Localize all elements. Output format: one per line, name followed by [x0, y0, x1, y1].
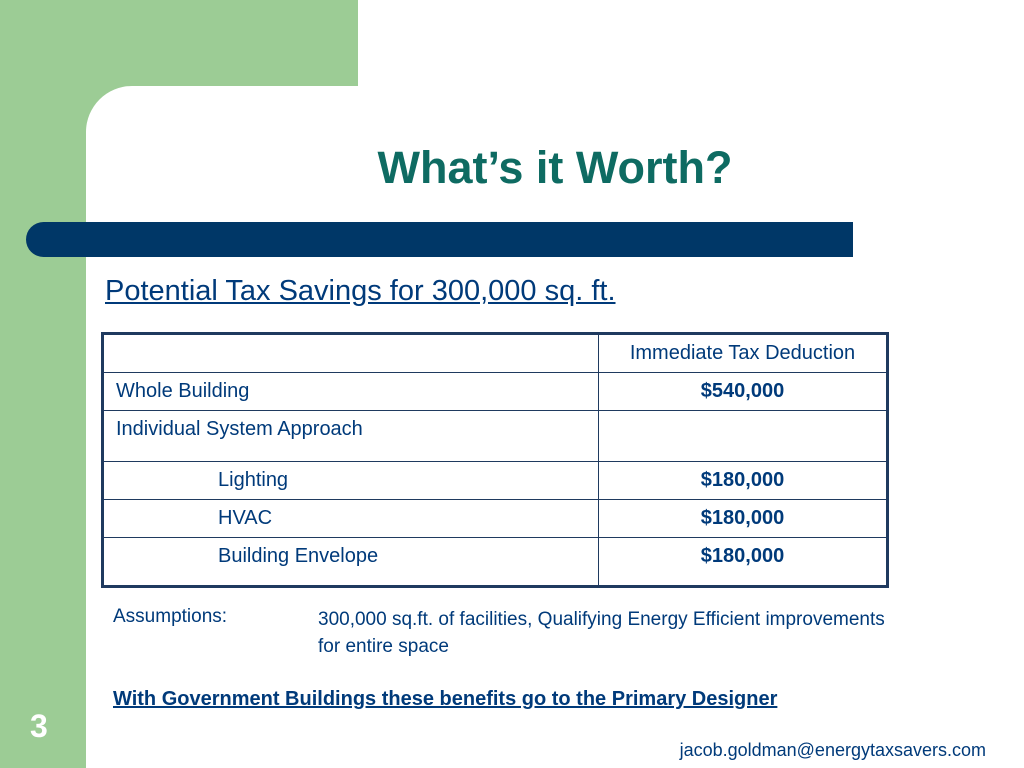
- assumptions-label: Assumptions:: [113, 606, 228, 627]
- row-value: $540,000: [599, 373, 888, 411]
- row-label: Whole Building: [103, 373, 599, 411]
- header-cell-deduction: Immediate Tax Deduction: [599, 334, 888, 373]
- row-label: Building Envelope: [103, 538, 599, 587]
- row-value: $180,000: [599, 462, 888, 500]
- table-row: [103, 538, 888, 587]
- decorative-title-bar: [26, 222, 853, 257]
- table-header-row: [103, 334, 888, 373]
- footer-email: jacob.goldman@energytaxsavers.com: [679, 740, 986, 760]
- row-label: HVAC: [103, 500, 599, 538]
- slide-subtitle: Potential Tax Savings for 300,000 sq. ft.: [105, 275, 616, 307]
- decorative-green-strip: [0, 0, 86, 768]
- slide-title: What’s it Worth?: [377, 142, 733, 193]
- tax-savings-table: [101, 332, 889, 588]
- table-row: [103, 462, 888, 500]
- assumptions-text: 300,000 sq.ft. of facilities, Qualifying Energy Efficient improvements for entire space: [318, 609, 885, 657]
- table-row: [103, 411, 888, 462]
- table-row: [103, 373, 888, 411]
- row-label: Individual System Approach: [103, 411, 599, 462]
- header-cell-empty: [103, 334, 599, 373]
- row-value: $180,000: [599, 538, 888, 587]
- page-number: 3: [30, 708, 48, 744]
- row-value: $180,000: [599, 500, 888, 538]
- row-value: [599, 411, 888, 462]
- government-buildings-note: With Government Buildings these benefits go to the Primary Designer: [113, 688, 778, 710]
- row-label: Lighting: [103, 462, 599, 500]
- table-row: [103, 500, 888, 538]
